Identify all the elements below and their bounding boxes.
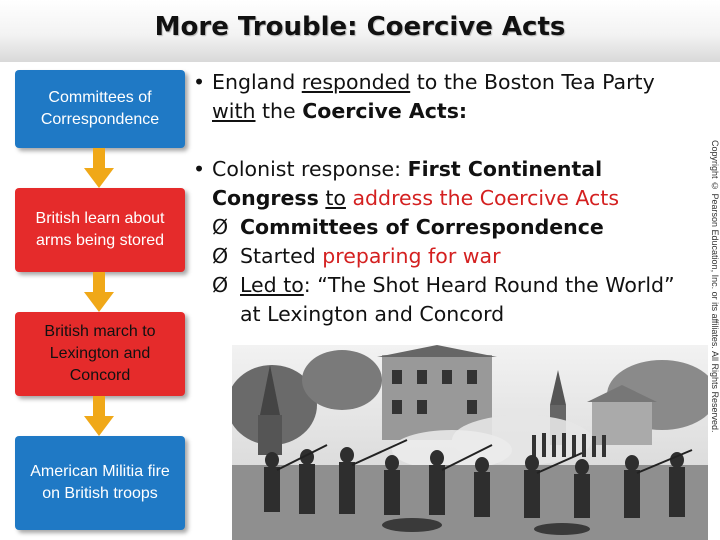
text-run: Started xyxy=(240,244,323,268)
flow-box-militia-fire xyxy=(15,436,185,530)
down-arrow-icon xyxy=(84,396,114,436)
text-run: First Continental Congress xyxy=(212,157,603,210)
text-run: Led to xyxy=(240,273,304,297)
flow-box-british-learn xyxy=(15,188,185,272)
text-run: preparing for war xyxy=(322,244,501,268)
text-run: address the Coercive Acts xyxy=(352,186,620,210)
arrow-bullet-icon: Ø xyxy=(212,244,229,268)
slide-title: More Trouble: Coercive Acts xyxy=(154,12,566,42)
down-arrow-icon xyxy=(84,148,114,188)
bullet-marker: • xyxy=(193,157,206,181)
battle-engraving-image xyxy=(232,345,708,540)
slide-body xyxy=(190,68,700,329)
sub-bullet-preparing xyxy=(190,242,700,271)
down-arrow-icon xyxy=(84,272,114,312)
text-run: Colonist response: xyxy=(212,157,408,181)
sub-bullet-committees xyxy=(190,213,700,242)
text-run: Coercive Acts: xyxy=(302,99,468,123)
bullet-england xyxy=(190,68,700,126)
flow-box-label: Committees of Correspondence xyxy=(40,89,160,128)
text-run: to the Boston Tea Party xyxy=(410,70,655,94)
arrow-bullet-icon: Ø xyxy=(212,273,229,297)
arrow-bullet-icon: Ø xyxy=(212,215,229,239)
text-run: Committees of Correspondence xyxy=(240,215,604,239)
flow-box-label: British march to Lexington and Concord xyxy=(44,323,156,384)
text-run: the xyxy=(255,99,303,123)
text-run: with xyxy=(212,99,256,123)
bullet-marker: • xyxy=(193,70,206,94)
title-bar xyxy=(0,0,720,62)
text-run: to xyxy=(325,186,346,210)
spacer xyxy=(190,126,700,155)
flow-box-label: British learn about arms being stored xyxy=(35,210,165,249)
sub-bullet-led-to xyxy=(190,271,700,329)
flow-box-british-march xyxy=(15,312,185,396)
text-run: England xyxy=(212,70,302,94)
flow-box-committees xyxy=(15,70,185,148)
text-run: : “The Shot Heard Round the World” at Lexington and Concord xyxy=(240,273,675,326)
flow-box-label: American Militia fire on British troops xyxy=(30,463,170,502)
copyright-notice: Copyright © Pearson Education, Inc. or its affiliates. All Rights Reserved. xyxy=(710,140,720,433)
bullet-colonist-response xyxy=(190,155,700,213)
text-run: responded xyxy=(301,70,411,94)
